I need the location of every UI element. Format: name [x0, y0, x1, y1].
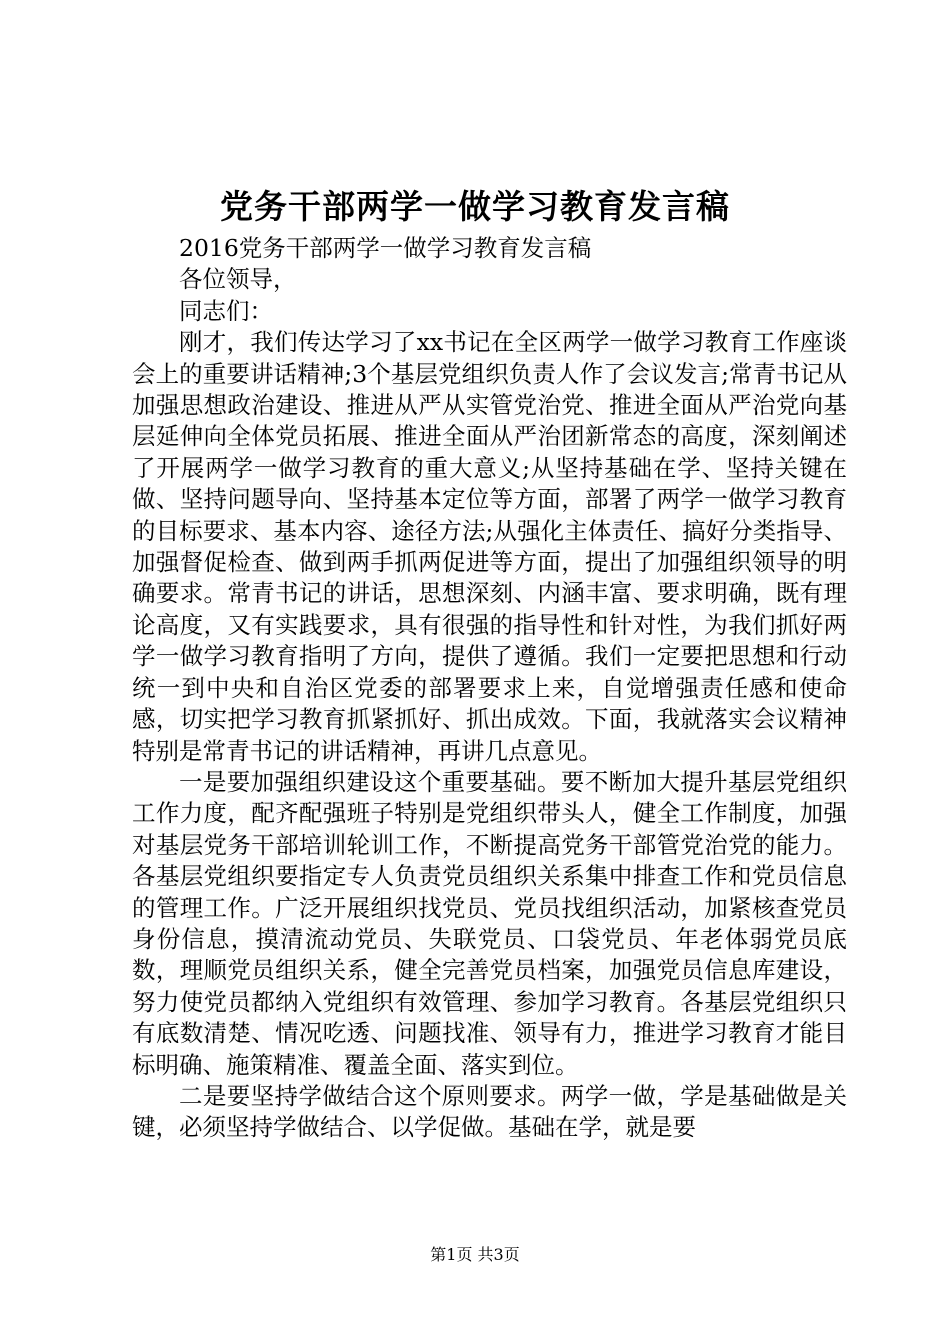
- subtitle-paragraph: 2016党务干部两学一做学习教育发言稿: [179, 234, 592, 262]
- document-body: [132, 233, 847, 1144]
- body-paragraph: 二是要坚持学做结合这个原则要求。两学一做，学是基础做是关键，必须坚持学做结合、以学促做。基础在学，就是要: [132, 1081, 847, 1142]
- salutation-leaders: 各位领导，: [179, 265, 297, 294]
- body-paragraph: 刚才，我们传达学习了xx书记在全区两学一做学习教育工作座谈会上的重要讲话精神;3个基层党组织负责人作了会议发言;常青书记从加强思想政治建设、推进从严从实管党治党、推进全面从严治党向基层延伸向全体党员拓展、推进全面从严治团新常态的高度，深刻阐述了开展两学一做学习教育的重大意义;从坚持基础在学、坚持关键在做、坚持问题导向、坚持基本定位等方面，部署了两学一做学习教育的目标要求、基本内容、途径方法;从强化主体责任、搞好分类指导、加强督促检查、做到两手抓两促进等方面，提出了加强组织领导的明确要求。常青书记的讲话，思想深刻、内涵丰富、要求明确，既有理论高度，又有实践要求，具有很强的指导性和针对性，为我们抓好两学一做学习教育指明了方向，提供了遵循。我们一定要把思想和行动统一到中央和自治区党委的部署要求上来，自觉增强责任感和使命感，切实把学习教育抓紧抓好、抓出成效。下面，我就落实会议精神特别是常青书记的讲话精神，再讲几点意见。: [132, 328, 847, 765]
- body-paragraph: 一是要加强组织建设这个重要基础。要不断加大提升基层党组织工作力度，配齐配强班子特别是党组织带头人，健全工作制度，加强对基层党务干部培训轮训工作，不断提高党务干部管党治党的能力。各基层党组织要指定专人负责党员组织关系集中排查工作和党员信息的管理工作。广泛开展组织找党员、党员找组织活动，加紧核查党员身份信息，摸清流动党员、失联党员、口袋党员、年老体弱党员底数，理顺党员组织关系，健全完善党员档案，加强党员信息库建设，努力使党员都纳入党组织有效管理、参加学习教育。各基层党组织只有底数清楚、情况吃透、问题找准、领导有力，推进学习教育才能目标明确、施策精准、覆盖全面、落实到位。: [132, 767, 847, 1079]
- page-number: 第1页 共3页: [430, 1245, 520, 1264]
- document-title: 党务干部两学一做学习教育发言稿: [220, 187, 730, 226]
- salutation-comrades: 同志们：: [179, 296, 273, 325]
